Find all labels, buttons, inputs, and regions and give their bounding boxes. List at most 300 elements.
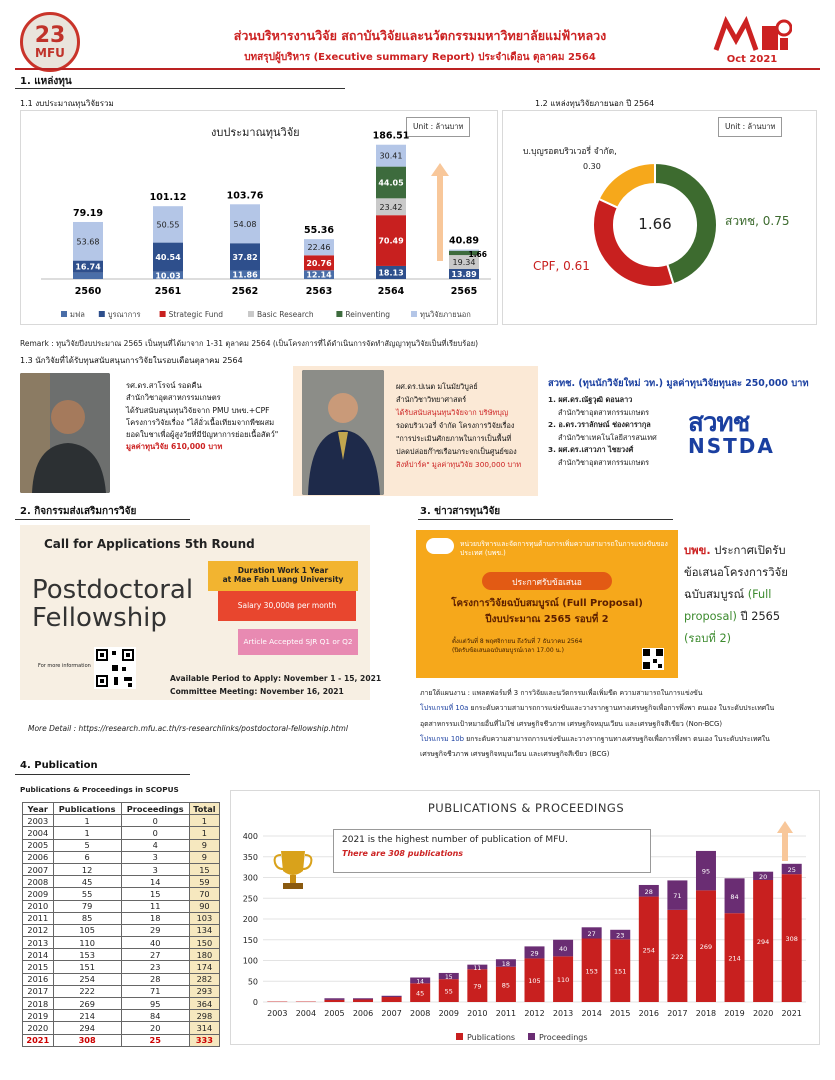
table-cell: 84	[121, 1010, 189, 1022]
legend-label: Proceedings	[539, 1033, 588, 1042]
table-cell: 20	[121, 1022, 189, 1034]
table-cell: 2019	[23, 1010, 54, 1022]
researchers-subheading: 1.3 นักวิจัยที่ได้รับทุนสนับสนุนการวิจัยในรอบเดือนตุลาคม 2564	[20, 356, 243, 365]
trophy-icon	[271, 847, 315, 893]
banner-qr-icon[interactable]	[642, 648, 664, 670]
table-row	[23, 985, 220, 997]
legend-swatch	[160, 311, 166, 317]
budget-segment-label: 22.46	[307, 243, 331, 253]
budget-category-label: 2564	[377, 286, 405, 297]
table-cell: 45	[53, 876, 121, 888]
table-cell: 9	[189, 839, 219, 851]
table-cell: 11	[121, 900, 189, 912]
table-cell: 2021	[23, 1034, 54, 1046]
table-cell: 308	[53, 1034, 121, 1046]
budget-total-label: 55.36	[303, 225, 335, 237]
duration-text: Duration Work 1 Year	[237, 566, 329, 575]
budget-external-2565-label: 1.66	[468, 250, 487, 259]
proceeding-value-label: 11	[473, 964, 482, 972]
table-cell: 29	[121, 924, 189, 936]
news-body-4: ยกระดับความสามารถการแข่งขันและวางรากฐานทางเศรษฐกิจเพื่อการพึ่งพา ตนเอง ในระดับประเทศใน	[463, 734, 770, 743]
legend-swatch	[528, 1033, 535, 1040]
researcher2-line5: สิงห์ปาร์ค" มูลค่าทุนวิจัย 300,000 บาท	[396, 460, 522, 469]
side-full-en: (Full	[747, 588, 772, 601]
budget-total-label: 79.19	[72, 207, 104, 219]
legend-swatch	[336, 311, 342, 317]
page-title: ส่วนบริหารงานวิจัย สถาบันวิจัยและนวัตกรรมมหาวิทยาลัยแม่ฟ้าหลวง	[233, 28, 607, 43]
researcher2-line3: "การประเมินศักยภาพในการเป็นพื้นที่	[396, 434, 512, 443]
budget-category-label: 2562	[231, 286, 259, 297]
table-cell: 103	[189, 912, 219, 924]
budget-segment-label: 37.82	[232, 252, 258, 262]
table-cell: 12	[53, 863, 121, 875]
more-info-label: For more information	[38, 663, 91, 669]
table-cell: 2005	[23, 839, 54, 851]
researcher2-info	[396, 380, 536, 471]
side-proposal-en: proposal)	[684, 610, 737, 623]
researcher1-photo	[20, 373, 110, 493]
news-body-5: เศรษฐกิจชีวภาพ เศรษฐกิจหมุนเวียน และเศรษฐกิจสีเขียว (BCG)	[420, 750, 610, 759]
table-cell: 1	[189, 815, 219, 827]
table-cell: 3	[121, 863, 189, 875]
article-tag: Article Accepted SJR Q1 or Q2	[238, 629, 358, 655]
donut-slice	[593, 199, 673, 287]
side-full: ฉบับสมบูรณ์	[684, 588, 748, 601]
researcher1-line2: โครงการวิจัยเรื่อง "ไส้อั่วเนื้อเทียมจากพืชผสม	[126, 417, 275, 427]
x-tick-label: 2005	[324, 1009, 345, 1018]
publication-value-label: 254	[642, 946, 656, 955]
side-bpx: บพข.	[684, 544, 711, 557]
table-row	[23, 1034, 220, 1046]
table-row	[23, 998, 220, 1010]
table-cell: 105	[53, 924, 121, 936]
banner-top-text: หน่วยบริหารและจัดการทุนด้านการเพิ่มความสามารถในการแข่งขันของประเทศ (บพข.)	[460, 540, 668, 557]
table-cell: 85	[53, 912, 121, 924]
publication-value-label: 110	[556, 976, 570, 985]
x-tick-label: 2008	[410, 1009, 431, 1018]
highlight-line2: There are 308 publications	[342, 849, 464, 858]
budget-segment-label: 11.86	[232, 270, 258, 280]
budget-category-label: 2563	[305, 286, 333, 297]
y-tick-label: 350	[242, 852, 258, 862]
table-cell: 254	[53, 973, 121, 985]
table-cell: 2004	[23, 827, 54, 839]
table-cell: 14	[121, 876, 189, 888]
y-tick-label: 100	[242, 956, 258, 966]
publication-value-label: 151	[614, 967, 627, 976]
remark-text: Remark : ทุนวิจัยปีงบประมาณ 2565 เป็นทุนที่ได้มาจาก 1-31 ตุลาคม 2564 (เป็นโครงการที่ได้ดำเนินการจัดทำสัญญาทุนวิจัยเป็นที่เรียบร้อย)	[20, 339, 479, 348]
budget-chart	[21, 111, 499, 326]
page-subtitle: บทสรุปผู้บริหาร (Executive summary Report) ประจำเดือน ตุลาคม 2564	[244, 52, 596, 63]
table-row	[23, 937, 220, 949]
side-round: (รอบที่ 2)	[684, 632, 732, 645]
highlight-line1: 2021 is the highest number of publication of MFU.	[342, 835, 568, 845]
budget-segment-label: 20.76	[306, 258, 332, 268]
table-cell: 298	[189, 1010, 219, 1022]
table-cell: 2017	[23, 985, 54, 997]
x-tick-label: 2016	[638, 1009, 659, 1018]
table-cell: 1	[53, 827, 121, 839]
table-body	[23, 815, 220, 1047]
researcher1-name: รศ.ดร.สาโรจน์ รอดคืน	[126, 381, 202, 390]
table-cell: 214	[53, 1010, 121, 1022]
table-cell: 28	[121, 973, 189, 985]
publication-bar	[324, 1000, 344, 1002]
table-row	[23, 1010, 220, 1022]
proceeding-value-label: 25	[787, 865, 796, 874]
table-row	[23, 827, 220, 839]
table-cell: 2015	[23, 961, 54, 973]
x-tick-label: 2011	[495, 1009, 517, 1018]
banner-line1: โครงการวิจัยฉบับสมบูรณ์ (Full Proposal)	[451, 598, 643, 609]
x-tick-label: 2007	[381, 1009, 402, 1018]
side-announce: ประกาศเปิดรับ	[710, 544, 786, 557]
budget-segment-label: 10.03	[155, 271, 181, 281]
legend-swatch	[99, 311, 105, 317]
proceeding-value-label: 40	[558, 945, 568, 954]
proceeding-value-label: 95	[701, 867, 711, 876]
researcher2-line2: รอดบริวเวอรี่ จำกัด โครงการวิจัยเรื่อง	[396, 421, 515, 430]
x-tick-label: 2014	[581, 1009, 602, 1018]
publication-chart-panel	[230, 790, 820, 1045]
table-cell: 364	[189, 998, 219, 1010]
table-cell: 314	[189, 1022, 219, 1034]
table-row	[23, 924, 220, 936]
table-cell: 95	[121, 998, 189, 1010]
table-cell: 282	[189, 973, 219, 985]
table-cell: 18	[121, 912, 189, 924]
donut-center-total: 1.66	[638, 215, 672, 233]
banner-date: ตั้งแต่วันที่ 8 พฤศจิกายน ถึงวันที่ 7 ธันวาคม 2564	[452, 638, 583, 645]
nstda-heading: สวทช. (ทุนนักวิจัยใหม่ วท.) มูลค่าทุนวิจัยทุนละ 250,000 บาท	[548, 378, 809, 389]
logo-text: MFU	[35, 46, 65, 60]
bpx-logo-icon	[426, 538, 454, 554]
table-cell: 180	[189, 949, 219, 961]
table-cell: 1	[189, 827, 219, 839]
section2-underline	[15, 519, 190, 520]
legend-swatch	[61, 311, 67, 317]
table-cell: 2016	[23, 973, 54, 985]
table-cell: 333	[189, 1034, 219, 1046]
donut-slice	[599, 163, 655, 208]
table-cell: 2013	[23, 937, 54, 949]
legend-label: มฟล	[70, 310, 85, 319]
table-row	[23, 961, 220, 973]
table-cell: 222	[53, 985, 121, 997]
nstda-item-2: 2. อ.ดร.วราลักษณ์ ช่องดารากุล	[548, 420, 651, 429]
publication-value-label: 294	[756, 937, 770, 946]
y-tick-label: 50	[247, 977, 258, 987]
proceeding-value-label: 29	[530, 949, 539, 958]
nstda-item-1-school: สำนักวิชาอุตสาหกรรมเกษตร	[558, 407, 650, 417]
publication-value-label: 85	[501, 981, 511, 990]
table-cell: 150	[189, 937, 219, 949]
call-title: Call for Applications 5th Round	[44, 537, 255, 551]
table-cell: 2011	[23, 912, 54, 924]
donut-value-boonrawd: 0.30	[583, 162, 601, 171]
section1-heading: 1. แหล่งทุน	[20, 76, 72, 87]
table-cell: 23	[121, 961, 189, 973]
proceeding-value-label: 20	[758, 872, 768, 881]
publication-value-label: 308	[785, 935, 798, 944]
y-tick-label: 400	[242, 832, 258, 841]
publication-value-label: 79	[473, 982, 482, 991]
table-cell: 2009	[23, 888, 54, 900]
researcher1-line3: ยอดใบชาเพื่อผู้สูงวัยที่มีปัญหาการย่อยเนื้อสัตว์"	[126, 430, 279, 440]
budget-segment-label: 23.42	[379, 202, 403, 212]
y-tick-label: 300	[242, 873, 258, 883]
nstda-item-3-school: สำนักวิชาอุตสาหกรรมเกษตร	[558, 457, 650, 467]
budget-total-label: 186.51	[372, 130, 410, 142]
budget-segment-label: 19.34	[452, 258, 476, 268]
y-tick-label: 250	[242, 894, 258, 904]
side-proposal: ข้อเสนอโครงการวิจัย	[684, 566, 788, 579]
table-row	[23, 949, 220, 961]
table-cell: 9	[189, 851, 219, 863]
y-tick-label: 150	[242, 935, 258, 945]
report-date: Oct 2021	[726, 54, 778, 65]
mfu-logo	[20, 12, 80, 72]
nstda-item-3: 3. ผศ.ดร.เสาวภา ไชยวงศ์	[548, 445, 634, 454]
nstda-logo-bottom: NSTDA	[688, 434, 775, 458]
researcher1-amount: มูลค่าทุนวิจัย 610,000 บาท	[126, 442, 223, 452]
budget-category-label: 2565	[450, 286, 478, 297]
table-cell: 15	[121, 888, 189, 900]
section1-underline	[15, 88, 345, 89]
table-cell: 2012	[23, 924, 54, 936]
y-tick-label: 200	[242, 915, 258, 924]
donut-label-boonrawd: บ.บุญรอดบริวเวอรี่ จำกัด,	[523, 147, 617, 157]
table-cell: 174	[189, 961, 219, 973]
researcher2-photo	[302, 370, 384, 495]
legend-label: Reinventing	[345, 310, 391, 319]
section2-heading: 2. กิจกรรมส่งเสริมการวิจัย	[20, 506, 137, 517]
table-cell: 153	[53, 949, 121, 961]
table-cell: 2020	[23, 1022, 54, 1034]
researcher2-line1: ได้รับสนับสนุนทุนวิจัยจาก บริษัทบุญ	[396, 408, 509, 417]
nstda-list	[548, 394, 678, 469]
table-cell: 59	[189, 876, 219, 888]
budget-segment-label: 50.55	[156, 220, 180, 230]
x-tick-label: 2012	[524, 1009, 545, 1018]
news-body	[420, 686, 825, 762]
legend-label: Basic Research	[257, 310, 314, 319]
banner-date2: (ปิดรับข้อเสนอฉบับสมบูรณ์เวลา 17.00 น.)	[452, 647, 564, 654]
table-cell: 25	[121, 1034, 189, 1046]
budget-segment-label: 12.14	[306, 270, 332, 280]
budget-segment-label: 16.74	[75, 262, 101, 272]
university-text: at Mae Fah Luang University	[222, 575, 344, 584]
publication-bar	[353, 1000, 373, 1002]
table-cell: 0	[121, 815, 189, 827]
x-tick-label: 2015	[610, 1009, 631, 1018]
news-side-text	[684, 540, 824, 650]
news-body-10a: โปรแกรมที่ 10a	[420, 704, 469, 713]
publication-bar	[382, 997, 402, 1002]
legend-label: ทุนวิจัยภายนอก	[420, 310, 471, 319]
proceeding-value-label: 15	[444, 974, 453, 982]
table-cell: 27	[121, 949, 189, 961]
table-row	[23, 1022, 220, 1034]
table-header-cell: Publications	[53, 803, 121, 815]
donut-label-nstda: สวทช, 0.75	[725, 214, 790, 228]
proceeding-value-label: 23	[616, 931, 625, 940]
budget-total-label: 40.89	[448, 235, 480, 247]
table-cell: 3	[121, 851, 189, 863]
section4-underline	[15, 774, 190, 775]
budget-subheading: 1.1 งบประมาณทุนวิจัยรวม	[20, 99, 114, 108]
fellow-line1: Postdoctoral	[32, 575, 194, 605]
external-chart-panel	[502, 110, 817, 325]
budget-segment-label: 13.89	[451, 269, 477, 279]
news-body-1: ภายใต้แผนงาน : แพลตฟอร์มที่ 3 การวิจัยและนวัตกรรมเพื่อเพิ่มขีด ความสามารถในการแข่งขัน	[420, 689, 703, 697]
x-tick-label: 2021	[781, 1009, 802, 1018]
table-cell: 55	[53, 888, 121, 900]
publication-value-label: 269	[699, 943, 713, 952]
table-cell: 269	[53, 998, 121, 1010]
publication-value-label: 45	[416, 989, 425, 998]
budget-segment-label: 53.68	[76, 237, 100, 247]
x-tick-label: 2003	[267, 1009, 288, 1018]
x-tick-label: 2010	[467, 1009, 488, 1018]
table-cell: 134	[189, 924, 219, 936]
budget-segment-label: 44.05	[378, 178, 404, 188]
table-cell: 110	[53, 937, 121, 949]
table-cell: 151	[53, 961, 121, 973]
table-cell: 71	[121, 985, 189, 997]
budget-bar-segment	[73, 273, 103, 279]
proceeding-value-label: 18	[501, 959, 511, 968]
budget-segment-label: 40.54	[155, 253, 181, 263]
bpx-banner	[416, 530, 678, 678]
table-header-cell: Proceedings	[121, 803, 189, 815]
section4-heading: 4. Publication	[20, 760, 98, 771]
publication-value-label: 153	[585, 967, 598, 976]
table-row	[23, 973, 220, 985]
table-row	[23, 876, 220, 888]
table-header-cell: Year	[23, 803, 54, 815]
table-cell: 15	[189, 863, 219, 875]
news-body-3: อุตสาหกรรมเป้าหมายอื่นที่ไม่ใช่ เศรษฐกิจชีวภาพ เศรษฐกิจหมุนเวียน และเศรษฐกิจสีเขียว (Non-BCG)	[420, 719, 723, 728]
table-cell: 2010	[23, 900, 54, 912]
table-cell: 294	[53, 1022, 121, 1034]
table-caption: Publications & Proceedings in SCOPUS	[20, 785, 179, 794]
x-tick-label: 2004	[295, 1009, 317, 1018]
budget-category-label: 2560	[74, 286, 102, 297]
proceeding-bar	[382, 996, 402, 997]
table-cell: 4	[121, 839, 189, 851]
table-cell: 2018	[23, 998, 54, 1010]
researcher1-line1: ได้รับสนับสนุนทุนวิจัยจาก PMU บพข.+CPF	[126, 405, 270, 415]
budget-segment-label: 70.49	[378, 236, 404, 246]
table-row	[23, 839, 220, 851]
table-header-cell: Total	[189, 803, 219, 815]
news-body-10b: โปรแกรม 10b	[420, 734, 464, 743]
budget-segment-label: 18.13	[378, 268, 404, 278]
table-row	[23, 851, 220, 863]
publication-table	[22, 802, 220, 1047]
x-tick-label: 2009	[438, 1009, 459, 1018]
table-cell: 40	[121, 937, 189, 949]
proceeding-value-label: 71	[673, 892, 682, 901]
fellow-line2: Fellowship	[32, 603, 167, 633]
legend-label: Publications	[467, 1033, 516, 1042]
x-tick-label: 2018	[695, 1009, 717, 1018]
banner-line2: ปีงบประมาณ 2565 รอบที่ 2	[485, 614, 609, 625]
budget-category-label: 2561	[154, 286, 182, 297]
legend-label: Strategic Fund	[168, 310, 224, 319]
legend-label: บูรณาการ	[107, 310, 141, 319]
budget-chart-panel	[20, 110, 498, 325]
budget-total-label: 103.76	[226, 190, 264, 202]
legend-swatch	[456, 1033, 463, 1040]
growth-arrow-icon	[431, 163, 449, 261]
nstda-item-2-school: สำนักวิชาเทคโนโลยีสารสนเทศ	[558, 432, 657, 442]
table-cell: 1	[53, 815, 121, 827]
y-tick-label: 0	[252, 998, 258, 1007]
table-cell: 0	[121, 827, 189, 839]
person-icon	[302, 370, 384, 495]
table-cell: 5	[53, 839, 121, 851]
legend-swatch	[248, 311, 254, 317]
proceeding-bar	[324, 998, 344, 1000]
x-tick-label: 2019	[724, 1009, 745, 1018]
nstda-logo	[688, 410, 808, 456]
table-row	[23, 863, 220, 875]
budget-segment-label: 30.41	[379, 151, 403, 161]
researcher1-school: สำนักวิชาอุตสาหกรรมเกษตร	[126, 393, 221, 403]
proceeding-value-label: 14	[416, 978, 425, 986]
person-icon	[20, 373, 110, 493]
section3-underline	[418, 519, 673, 520]
donut-label-cpf: CPF, 0.61	[533, 259, 590, 273]
table-cell: 2014	[23, 949, 54, 961]
external-unit: Unit : ล้านบาท	[718, 117, 782, 137]
table-cell: 2007	[23, 863, 54, 875]
legend-swatch	[411, 311, 417, 317]
researcher2-name: ผศ.ดร.ปเนต มโนมัยวิบูลย์	[396, 382, 478, 391]
proceeding-value-label: 84	[730, 892, 739, 901]
table-cell: 79	[53, 900, 121, 912]
table-cell: 2003	[23, 815, 54, 827]
highlight-note	[333, 829, 651, 873]
table-cell: 2006	[23, 851, 54, 863]
table-row	[23, 900, 220, 912]
table-row	[23, 815, 220, 827]
researcher1-info	[126, 380, 286, 454]
committee-date: Committee Meeting: November 16, 2021	[170, 687, 344, 696]
logo-number: 23	[34, 23, 66, 48]
growth-arrow-icon	[777, 821, 793, 861]
x-tick-label: 2017	[667, 1009, 688, 1018]
banner-pill: ประกาศรับข้อเสนอ	[482, 572, 612, 590]
publication-value-label: 222	[671, 952, 684, 961]
qr-code-icon[interactable]	[94, 647, 136, 689]
side-year: ปี 2565	[736, 610, 781, 623]
proceeding-bar	[353, 998, 373, 999]
mr-logo-icon	[712, 16, 792, 54]
news-body-2: ยกระดับความสามารถการแข่งขันและวางรากฐานทางเศรษฐกิจเพื่อการพึ่งพา ตนเอง ในระดับประเทศใน	[468, 704, 775, 713]
x-tick-label: 2020	[752, 1009, 774, 1018]
header-divider	[15, 68, 820, 70]
budget-chart-title: งบประมาณทุนวิจัย	[211, 126, 300, 139]
proceeding-value-label: 28	[644, 887, 653, 896]
researcher2-line4: ปลดปล่อยก๊าซเรือนกระจกเป็นศูนย์ของ	[396, 447, 517, 456]
available-period: Available Period to Apply: November 1 - 15, 2021	[170, 674, 382, 683]
publication-value-label: 214	[728, 954, 741, 963]
more-detail-link[interactable]: More Detail : https://research.mfu.ac.th/rs-researchlinks/postdoctoral-fellowship.html	[28, 724, 348, 733]
proceeding-value-label: 27	[587, 929, 596, 938]
